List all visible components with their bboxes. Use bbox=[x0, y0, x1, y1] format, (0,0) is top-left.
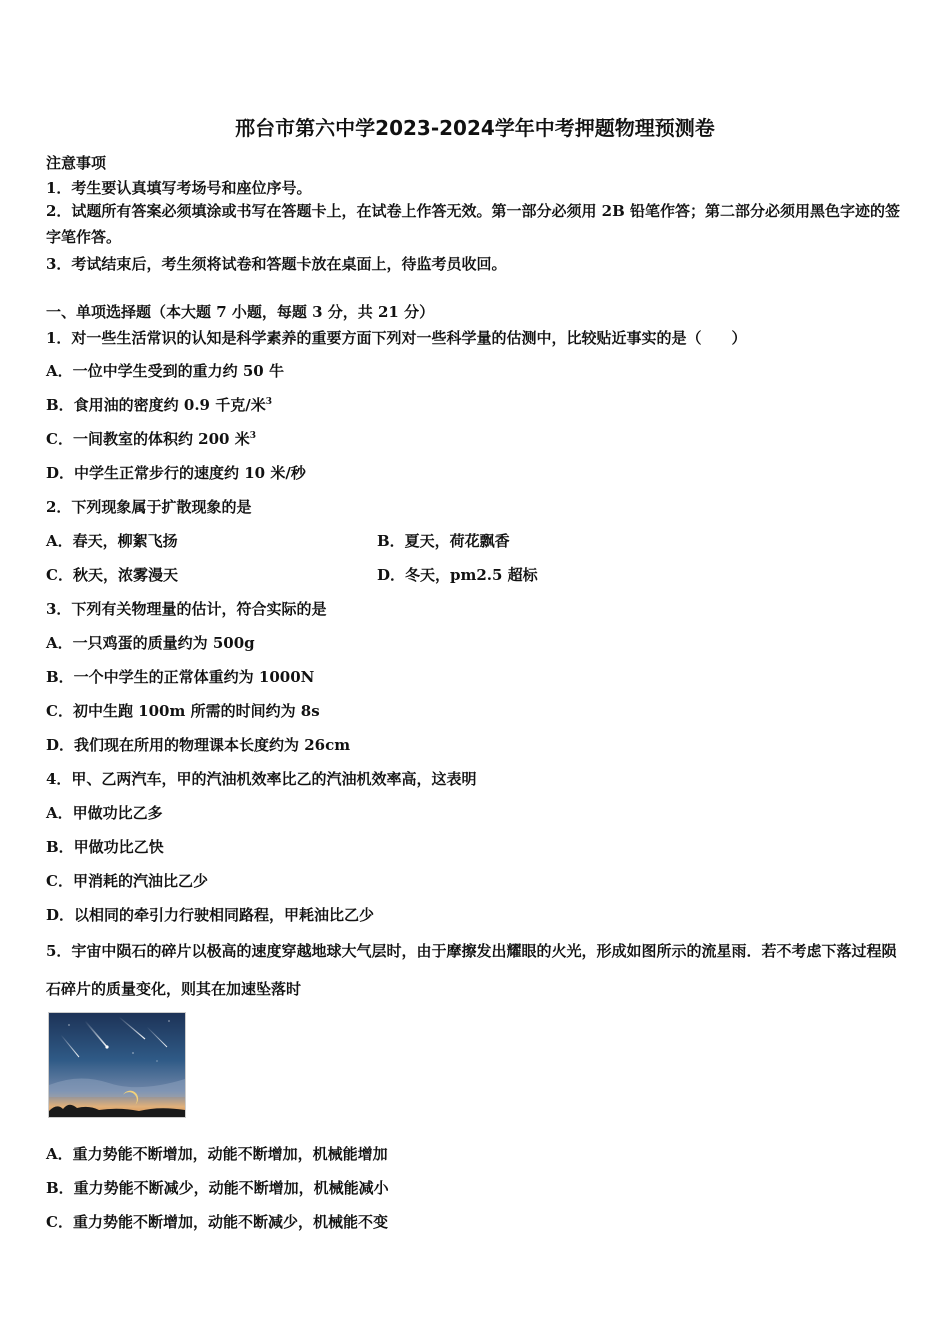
q1-option-d: D．中学生正常步行的速度约 10 米/秒 bbox=[46, 464, 306, 482]
notice-item-3: 3．考试结束后，考生须将试卷和答题卡放在桌面上，待监考员收回。 bbox=[46, 255, 507, 273]
q4-stem: 4．甲、乙两汽车，甲的汽油机效率比乙的汽油机效率高，这表明 bbox=[46, 770, 477, 788]
q1-option-b-text: B．食用油的密度约 0.9 千克/米 bbox=[46, 396, 266, 414]
q4-option-c: C．甲消耗的汽油比乙少 bbox=[46, 872, 208, 890]
section-heading: 一、单项选择题（本大题 7 小题，每题 3 分，共 21 分） bbox=[46, 303, 435, 321]
q1-option-b bbox=[46, 394, 272, 415]
q1-option-a: A．一位中学生受到的重力约 50 牛 bbox=[46, 362, 284, 380]
q1-stem: 1．对一些生活常识的认知是科学素养的重要方面下列对一些科学量的估测中，比较贴近事实的是（ ） bbox=[46, 329, 747, 347]
notice-heading: 注意事项 bbox=[46, 154, 107, 172]
q5-stem: 5．宇宙中陨石的碎片以极高的速度穿越地球大气层时，由于摩擦发出耀眼的火光，形成如图所示的流星雨．若不考虑下落过程陨石碎片的质量变化，则其在加速坠落时 bbox=[46, 942, 897, 998]
q5-option-b: B．重力势能不断减少，动能不断增加，机械能减小 bbox=[46, 1179, 389, 1197]
page-title: 邢台市第六中学2023-2024学年中考押题物理预测卷 bbox=[235, 116, 715, 140]
q1-option-c bbox=[46, 428, 256, 449]
q3-option-a: A．一只鸡蛋的质量约为 500g bbox=[46, 634, 255, 652]
q1-option-c-text: C．一间教室的体积约 200 米 bbox=[46, 430, 250, 448]
q3-option-c: C．初中生跑 100m 所需的时间约为 8s bbox=[46, 702, 320, 720]
q2-option-d: D．冬天，pm2.5 超标 bbox=[377, 566, 538, 584]
q5-option-c: C．重力势能不断增加，动能不断减少，机械能不变 bbox=[46, 1213, 388, 1231]
q4-option-d: D．以相同的牵引力行驶相同路程，甲耗油比乙少 bbox=[46, 906, 375, 924]
q3-option-d: D．我们现在所用的物理课本长度约为 26cm bbox=[46, 736, 351, 754]
q4-option-a: A．甲做功比乙多 bbox=[46, 804, 163, 822]
q2-option-b: B．夏天，荷花飘香 bbox=[377, 532, 510, 550]
q3-option-b: B．一个中学生的正常体重约为 1000N bbox=[46, 668, 315, 686]
q5-option-a: A．重力势能不断增加，动能不断增加，机械能增加 bbox=[46, 1145, 388, 1163]
meteor-shower-image bbox=[48, 1012, 186, 1118]
q2-stem: 2．下列现象属于扩散现象的是 bbox=[46, 498, 252, 516]
q2-option-c: C．秋天，浓雾漫天 bbox=[46, 566, 178, 584]
notice-item-1: 1．考生要认真填写考场号和座位序号。 bbox=[46, 179, 312, 197]
q1-option-b-sup: 3 bbox=[265, 397, 272, 407]
q1-option-c-sup: 3 bbox=[249, 431, 256, 441]
q2-option-a: A．春天，柳絮飞扬 bbox=[46, 532, 178, 550]
q3-stem: 3．下列有关物理量的估计，符合实际的是 bbox=[46, 600, 327, 618]
notice-item-2: 2．试题所有答案必须填涂或书写在答题卡上，在试卷上作答无效。第一部分必须用 2B 铅笔作答；第二部分必须用黑色字迹的签字笔作答。 bbox=[46, 202, 901, 246]
q4-option-b: B．甲做功比乙快 bbox=[46, 838, 164, 856]
